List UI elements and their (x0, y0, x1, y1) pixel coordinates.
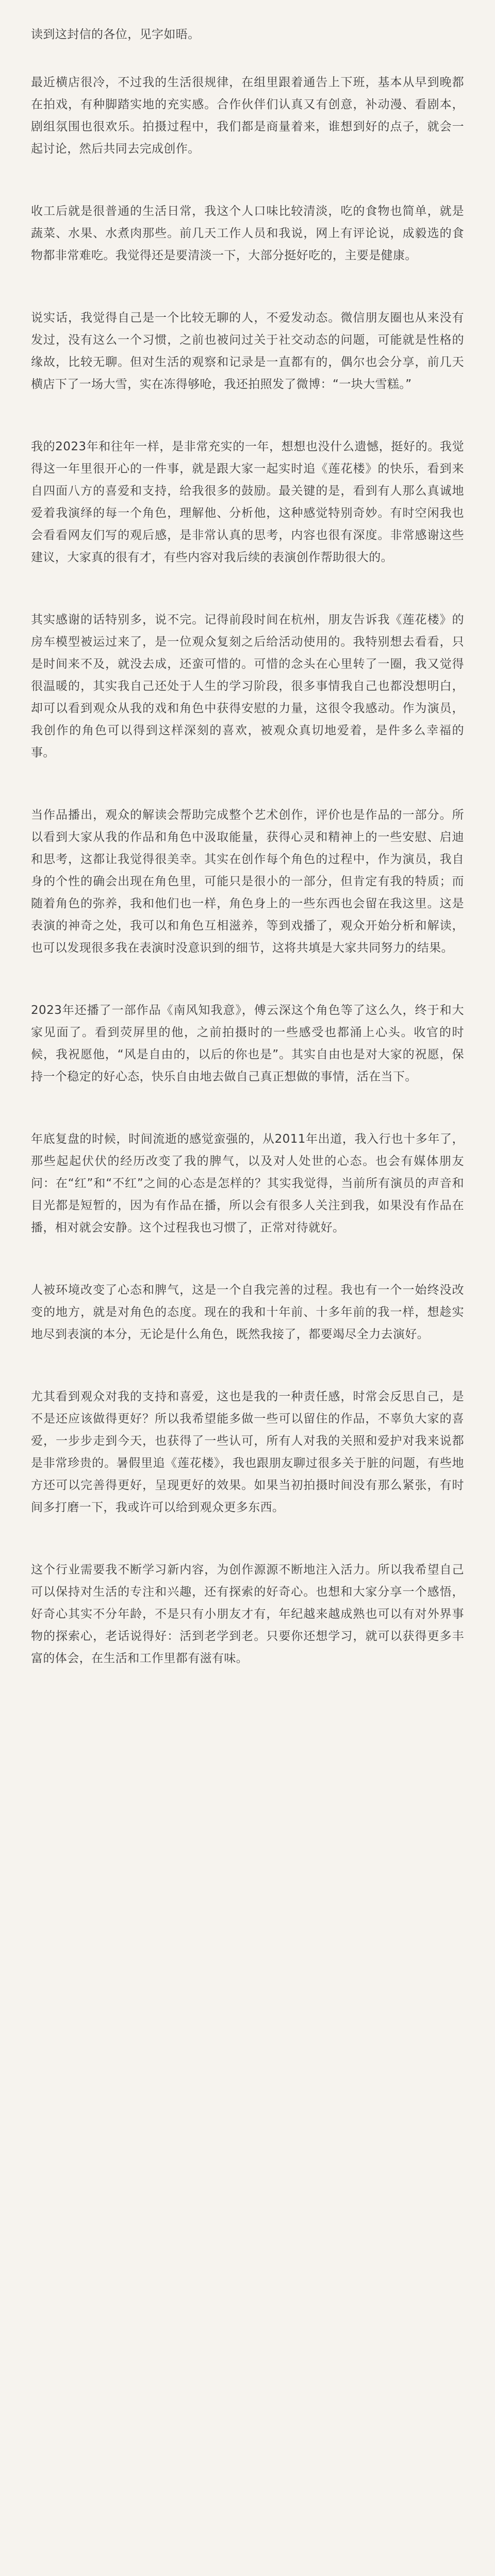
letter-paragraph: 尤其看到观众对我的支持和喜爱，这也是我的一种责任感，时常会反思自己，是不是还应该做得更好？所以我希望能多做一些可以留住的作品，不辜负大家的喜爱，一步步走到今天，也获得了一些认可，所有人对我的关照和爱护对我来说都是非常珍贵的。暑假里追《莲花楼》，我也跟朋友聊过很多关于脏的问题，有些地方还可以完善得更好，呈现更好的效果。如果当初拍摄时间没有那么紧张，有时间多打磨一下，我或许可以给到观众更多东西。 (31, 1390, 464, 1514)
letter-paragraph: 其实感谢的话特别多，说不完。记得前段时间在杭州，朋友告诉我《莲花楼》的房车模型被运过来了，是一位观众复刻之后给活动使用的。我特别想去看看，只是时间来不及，就没去成，还蛮可惜的。可惜的念头在心里转了一圈，我又觉得很温暖的，其实我自己还处于人生的学习阶段，很多事情我自己也都没想明白，却可以看到观众从我的戏和角色中获得安慰的力量，这很令我感动。作为演员，我创作的角色可以得到这样深刻的喜欢，被观众真切地爱着，是件多么幸福的事。 (31, 613, 464, 759)
letter-paragraph: 最近横店很冷，不过我的生活很规律，在组里跟着通告上下班，基本从早到晚都在拍戏，有种脚踏实地的充实感。合作伙伴们认真又有创意，补动漫、看剧本，剧组氛围也很欢乐。拍摄过程中，我们都是商量着来，谁想到好的点子，就会一起讨论，然后共同去完成创作。 (31, 76, 464, 156)
letter-paragraph: 年底复盘的时候，时间流逝的感觉蛮强的，从2011年出道，我入行也十多年了，那些起起伏伏的经历改变了我的脾气，以及对人处世的心态。也会有媒体朋友问：在“红”和“不红”之间的心态是怎样的？其实我觉得，当前所有演员的声音和目光都是短暂的，因为有作品在播，所以会有很多人关注到我，如果没有作品在播，相对就会安静。这个过程我也习惯了，正常对待就好。 (31, 1132, 464, 1234)
letter-greeting: 读到这封信的各位，见字如晤。 (31, 28, 200, 41)
letter-paragraph: 当作品播出，观众的解读会帮助完成整个艺术创作，评价也是作品的一部分。所以看到大家从我的作品和角色中汲取能量，获得心灵和精神上的一些安慰、启迪和思考，这都让我觉得很美幸。其实在创作每个角色的过程中，作为演员，我自身的个性的确会出现在角色里，可能只是很小的一部分，但肯定有我的特质；而随着角色的弥养，我和他们也一样，角色身上的一些东西也会留在我这里。这是表演的神奇之处，我可以和角色互相滋养，等到戏播了，观众开始分析和解读，也可以发现很多我在表演时没意识到的细节，这将共填是大家共同努力的结果。 (31, 808, 464, 955)
letter-paragraph: 说实话，我觉得自己是一个比较无聊的人，不爱发动态。微信朋友圈也从来没有发过，没有这么一个习惯，之前也被问过关于社交动态的问题，可能就是性格的缘故，比较无聊。但对生活的观察和记录是一直都有的，偶尔也会分享，前几天横店下了一场大雪，实在冻得够呛，我还拍照发了微博：“一块大雪糕。” (31, 311, 464, 391)
letter-paragraph: 我的2023年和往年一样，是非常充实的一年，想想也没什么遗憾，挺好的。我觉得这一年里很开心的一件事，就是跟大家一起实时追《莲花楼》的快乐，看到来自四面八方的喜爱和支持，给我很多的鼓励。最关键的是，看到有人那么真诚地爱着我演绎的每一个角色，理解他、分析他，这种感觉特别奇妙。有时空闲我也会看看网友们写的观后感，是非常认真的思考，内容也很有深度。非常感谢这些建议，大家真的很有才，有些内容对我后续的表演创作帮助很大的。 (31, 440, 464, 564)
letter-paragraph: 人被环境改变了心态和脾气，这是一个自我完善的过程。我也有一个一始终没改变的地方，就是对角色的态度。现在的我和十年前、十多年前的我一样，想趁实地尽到表演的本分，无论是什么角色，既然我接了，都要竭尽全力去演好。 (31, 1283, 464, 1341)
letter-paragraph: 收工后就是很普通的生活日常，我这个人口味比较清淡，吃的食物也简单，就是蔬菜、水果、水煮肉那些。前几天工作人员和我说，网上有评论说，成毅选的食物都非常难吃。我觉得还是要清淡一下，大部分挺好吃的，主要是健康。 (31, 205, 464, 262)
letter-paragraph: 2023年还播了一部作品《南风知我意》，傅云深这个角色等了这么久，终于和大家见面了。看到荧屏里的他，之前拍摄时的一些感受也都涌上心头。收官的时候，我祝愿他，“风是自由的，以后的你也是”。其实自由也是对大家的祝愿，保持一个稳定的好心态，快乐自由地去做自己真正想做的事情，活在当下。 (31, 1004, 464, 1083)
letter-paragraph: 这个行业需要我不断学习新内容，为创作源源不断地注入活力。所以我希望自己可以保持对生活的专注和兴趣，还有探索的好奇心。也想和大家分享一个感悟，好奇心其实不分年龄，不是只有小朋友才有，年纪越来越成熟也可以有对外界事物的探索心，老话说得好：活到老学到老。只要你还想学习，就可以获得更多丰富的体会，在生活和工作里都有滋有味。 (31, 1563, 464, 1665)
